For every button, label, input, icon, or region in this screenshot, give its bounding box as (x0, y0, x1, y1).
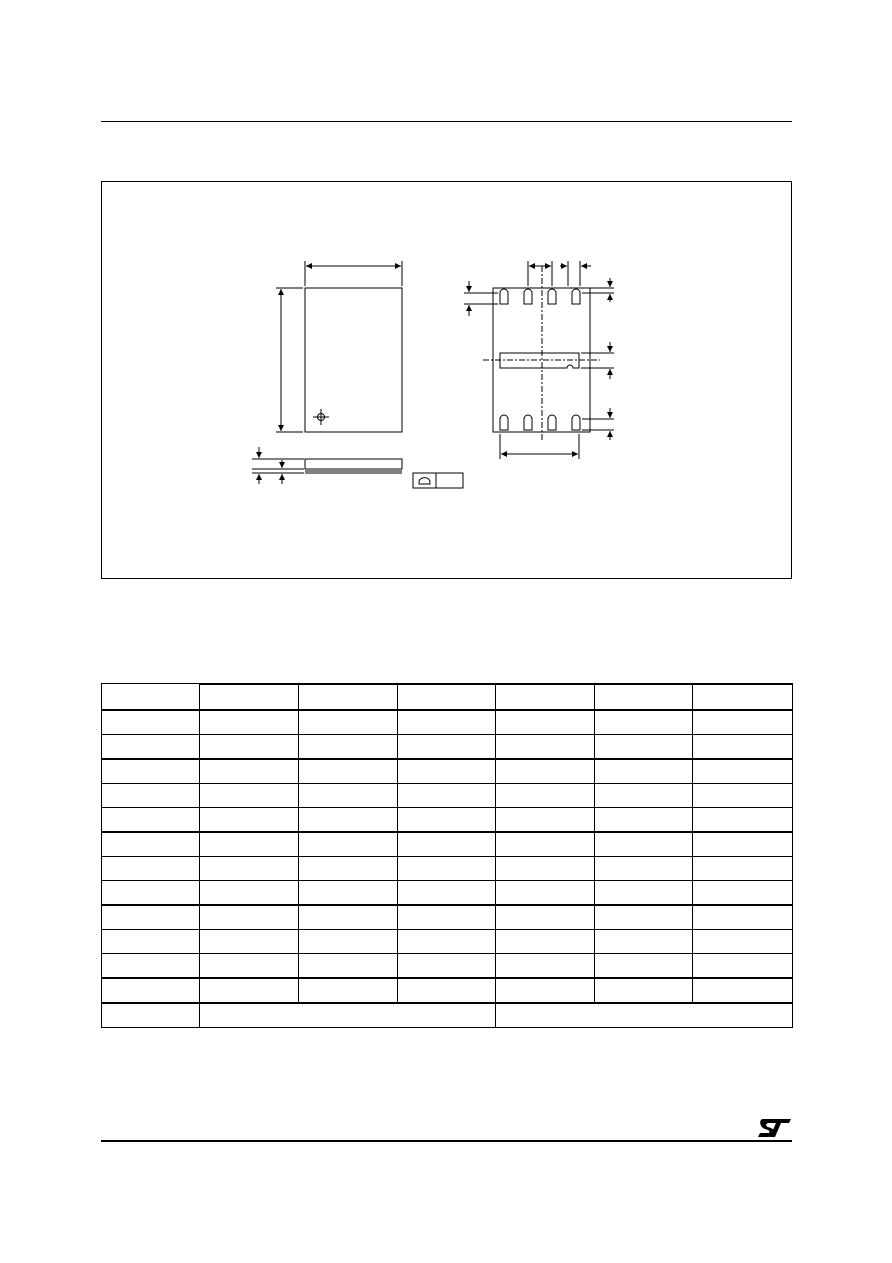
table-cell (595, 978, 693, 1003)
table-cell (496, 978, 595, 1003)
subheader-cell (496, 685, 595, 711)
table-row (102, 881, 793, 906)
table-cell (299, 784, 398, 808)
table-row (102, 978, 793, 1003)
package-outline-drawing (102, 182, 791, 578)
table-cell (693, 832, 793, 857)
table-cell (595, 784, 693, 808)
package-top-view (276, 261, 402, 432)
table-cell (200, 710, 299, 735)
header-rule (101, 121, 792, 122)
table-cell (200, 881, 299, 906)
subheader-cell (200, 685, 299, 711)
table-row (102, 1003, 793, 1028)
table-cell (693, 978, 793, 1003)
table-cell (595, 735, 693, 760)
table-cell (496, 1003, 793, 1028)
table-cell (496, 905, 595, 930)
table-cell (398, 857, 496, 881)
table-cell (398, 808, 496, 833)
table-cell (299, 857, 398, 881)
table-cell (299, 978, 398, 1003)
table-cell (299, 930, 398, 954)
table-cell (102, 710, 200, 735)
table-cell (496, 759, 595, 784)
table-cell (200, 1003, 496, 1028)
st-logo (757, 1117, 793, 1139)
table-cell (693, 735, 793, 760)
table-cell (693, 808, 793, 833)
table-cell (299, 710, 398, 735)
table-cell (299, 905, 398, 930)
table-cell (595, 759, 693, 784)
table-cell (496, 710, 595, 735)
table-cell (102, 954, 200, 979)
table-cell (200, 930, 299, 954)
table-cell (595, 881, 693, 906)
table-cell (496, 881, 595, 906)
table-cell (200, 857, 299, 881)
table-cell (200, 978, 299, 1003)
dimensions-table (101, 683, 793, 1028)
subheader-cell (595, 685, 693, 711)
subheader-cell (398, 685, 496, 711)
table-cell (595, 832, 693, 857)
table-cell (398, 735, 496, 760)
table-row (102, 735, 793, 760)
table-cell (299, 735, 398, 760)
table-cell (595, 857, 693, 881)
table-cell (200, 832, 299, 857)
table-cell (102, 978, 200, 1003)
table-cell (693, 857, 793, 881)
table-cell (496, 832, 595, 857)
table-row (102, 808, 793, 833)
table-cell (398, 881, 496, 906)
table-cell (496, 954, 595, 979)
table-cell (496, 808, 595, 833)
table-cell (299, 881, 398, 906)
table-row (102, 930, 793, 954)
table-cell (200, 905, 299, 930)
table-cell (299, 832, 398, 857)
table-subheader-row (102, 685, 793, 711)
table-cell (693, 905, 793, 930)
table-cell (102, 784, 200, 808)
table-cell (693, 930, 793, 954)
table-row (102, 759, 793, 784)
table-cell (102, 832, 200, 857)
table-row (102, 857, 793, 881)
table-cell (398, 930, 496, 954)
table-cell (398, 759, 496, 784)
pin1-marker (313, 409, 329, 425)
package-drawing-frame (101, 181, 792, 579)
table-row (102, 905, 793, 930)
table-cell (398, 978, 496, 1003)
table-cell (595, 808, 693, 833)
package-side-view (252, 447, 463, 488)
table-cell (398, 905, 496, 930)
table-cell (693, 759, 793, 784)
table-cell (398, 710, 496, 735)
table-cell (398, 954, 496, 979)
table-cell (595, 930, 693, 954)
table-cell (102, 905, 200, 930)
table-cell (102, 808, 200, 833)
table-cell (693, 710, 793, 735)
subheader-cell (299, 685, 398, 711)
table-cell (200, 808, 299, 833)
table-cell (200, 759, 299, 784)
table-cell (595, 954, 693, 979)
footer-rule (101, 1140, 792, 1142)
table-cell (299, 954, 398, 979)
table-cell (102, 930, 200, 954)
table-cell (693, 881, 793, 906)
table-cell (693, 954, 793, 979)
table-cell (102, 881, 200, 906)
table-cell (595, 905, 693, 930)
table-cell (595, 710, 693, 735)
table-cell (102, 1003, 200, 1028)
table-cell (398, 784, 496, 808)
table-cell (102, 759, 200, 784)
table-cell (398, 832, 496, 857)
table-cell (299, 808, 398, 833)
table-cell (200, 954, 299, 979)
table-cell (496, 857, 595, 881)
table-cell (496, 784, 595, 808)
table-row (102, 710, 793, 735)
table-row (102, 954, 793, 979)
table-cell (200, 784, 299, 808)
table-row (102, 832, 793, 857)
table-cell (299, 759, 398, 784)
table-cell (693, 784, 793, 808)
table-cell (496, 735, 595, 760)
table-cell (200, 735, 299, 760)
table-cell (102, 857, 200, 881)
package-bottom-view (464, 261, 614, 459)
table-cell (102, 735, 200, 760)
subheader-cell (693, 685, 793, 711)
header-cell-symbol (102, 684, 200, 711)
table-cell (496, 930, 595, 954)
table-row (102, 784, 793, 808)
